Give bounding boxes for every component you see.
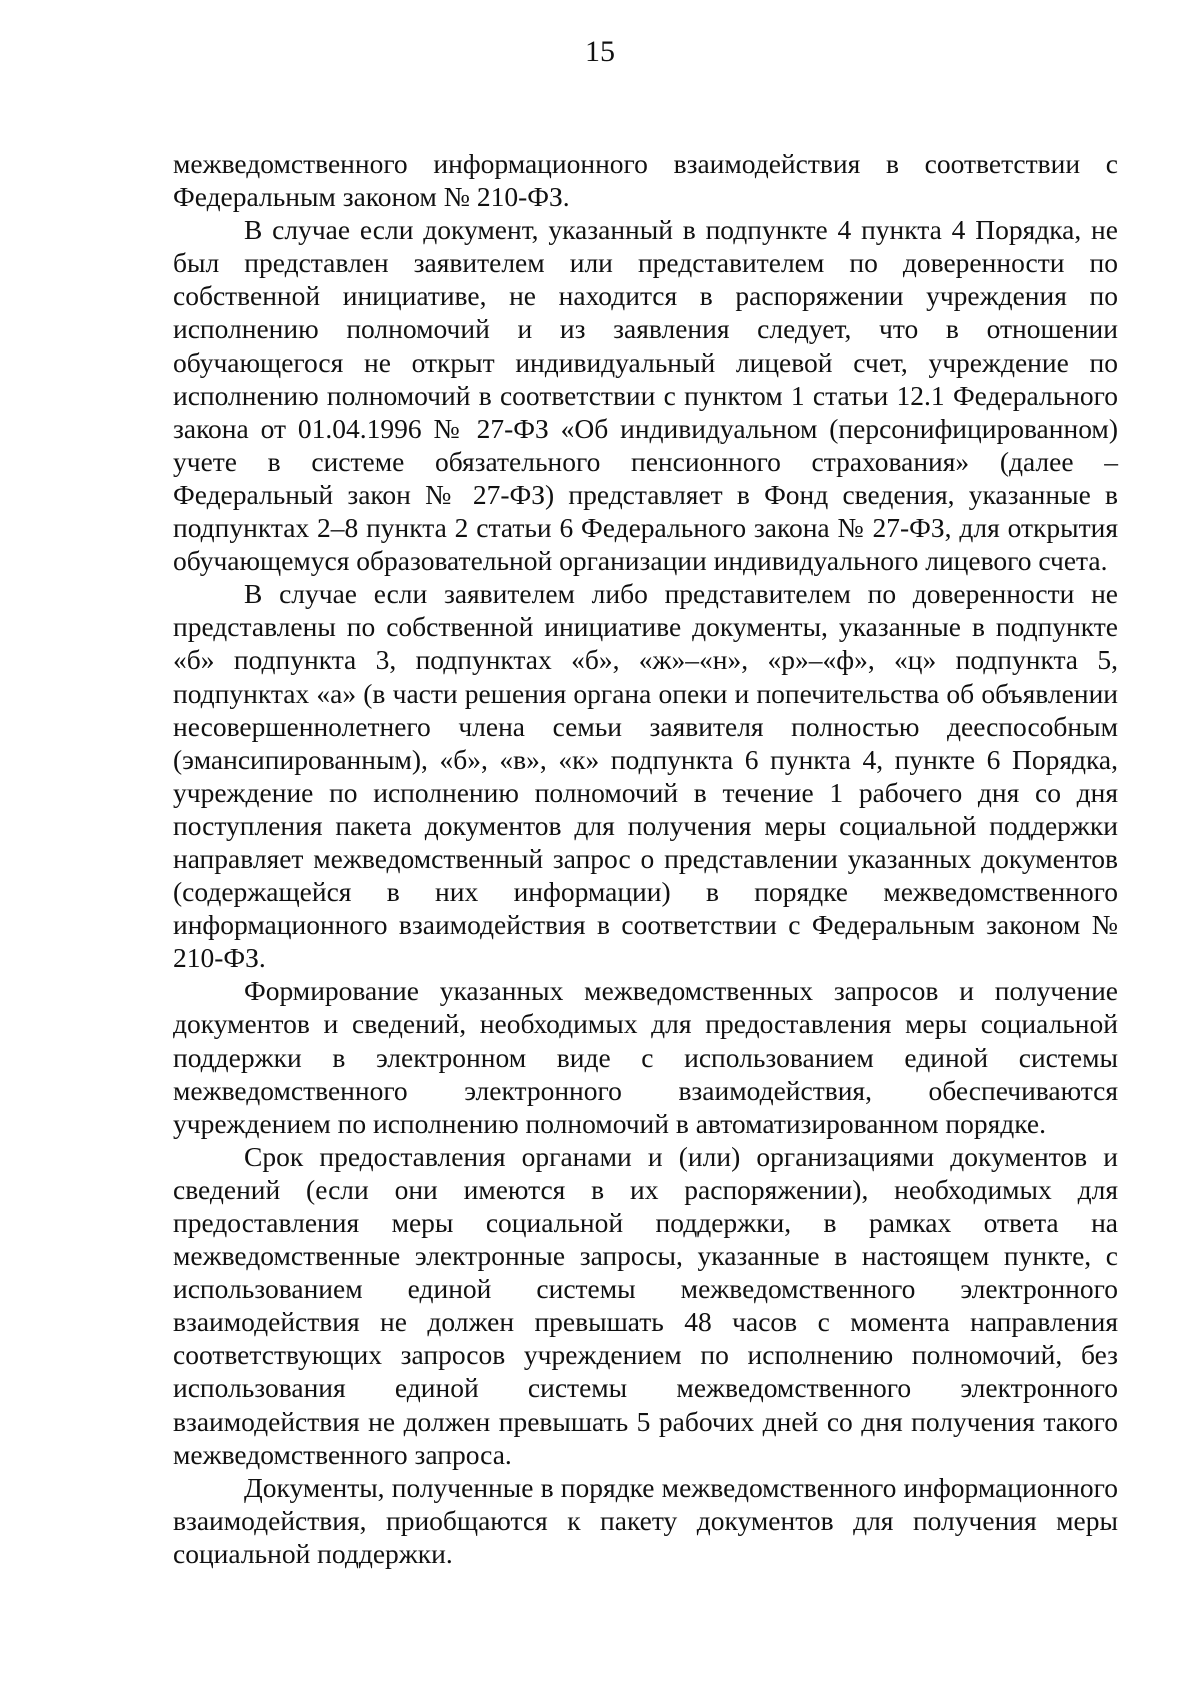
page-number: 15: [585, 35, 615, 68]
paragraph-individual-account: В случае если документ, указанный в подпункте 4 пункта 4 Порядка, не был представлен заявителем или представителем по доверенности по собственной инициативе, не находится в распоряжении учреждения по исполнению полномочий и из заявления следует, что в отношении обучающегося не открыт индивидуальный лицевой счет, учреждение по исполнению полномочий в соответствии с пунктом 1 статьи 12.1 Федерального закона от 01.04.1996 № 27-ФЗ «Об индивидуальном (персонифицированном) учете в системе обязательного пенсионного страхования» (далее – Федеральный закон № 27-ФЗ) представляет в Фонд сведения, указанные в подпунктах 2–8 пункта 2 статьи 6 Федерального закона № 27-ФЗ, для открытия обучающемуся образовательной организации индивидуального лицевого счета.: [173, 214, 1118, 577]
paragraph-response-deadline: Срок предоставления органами и (или) организациями документов и сведений (если они имеются в их распоряжении), необходимых для предоставления меры социальной поддержки, в рамках ответа на межведомственные электронные запросы, указанные в настоящем пункте, с использованием единой системы межведомственного электронного взаимодействия не должен превышать 48 часов с момента направления соответствующих запросов учреждением по исполнению полномочий, без использования единой системы межведомственного электронного взаимодействия не должен превышать 5 рабочих дней со дня получения такого межведомственного запроса.: [173, 1140, 1118, 1470]
paragraph-interagency-request: В случае если заявителем либо представителем по доверенности не представлены по собственной инициативе документы, указанные в подпункте «б» подпункта 3, подпунктах «б», «ж»–«н», «р»–«ф», «ц» подпункта 5, подпунктах «а» (в части решения органа опеки и попечительства об объявлении несовершеннолетнего члена семьи заявителя полностью дееспособным (эмансипированным), «б», «в», «к» подпункта 6 пункта 4, пункте 6 Порядка, учреждение по исполнению полномочий в течение 1 рабочего дня со дня поступления пакета документов для получения меры социальной поддержки направляет межведомственный запрос о представлении указанных документов (содержащейся в них информации) в порядке межведомственного информационного взаимодействия в соответствии с Федеральным законом № 210-ФЗ.: [173, 578, 1118, 974]
paragraph-continuation: межведомственного информационного взаимодействия в соответствии с Федеральным законом № 210-ФЗ.: [173, 148, 1118, 213]
paragraph-documents-attached: Документы, полученные в порядке межведомственного информационного взаимодействия, приобщаются к пакету документов для получения меры социальной поддержки.: [173, 1471, 1118, 1569]
paragraph-electronic-requests: Формирование указанных межведомственных запросов и получение документов и сведений, необходимых для предоставления меры социальной поддержки в электронном виде с использованием единой системы межведомственного электронного взаимодействия, обеспечиваются учреждением по исполнению полномочий в автоматизированном порядке.: [173, 975, 1118, 1139]
document-body: [173, 147, 1118, 1570]
